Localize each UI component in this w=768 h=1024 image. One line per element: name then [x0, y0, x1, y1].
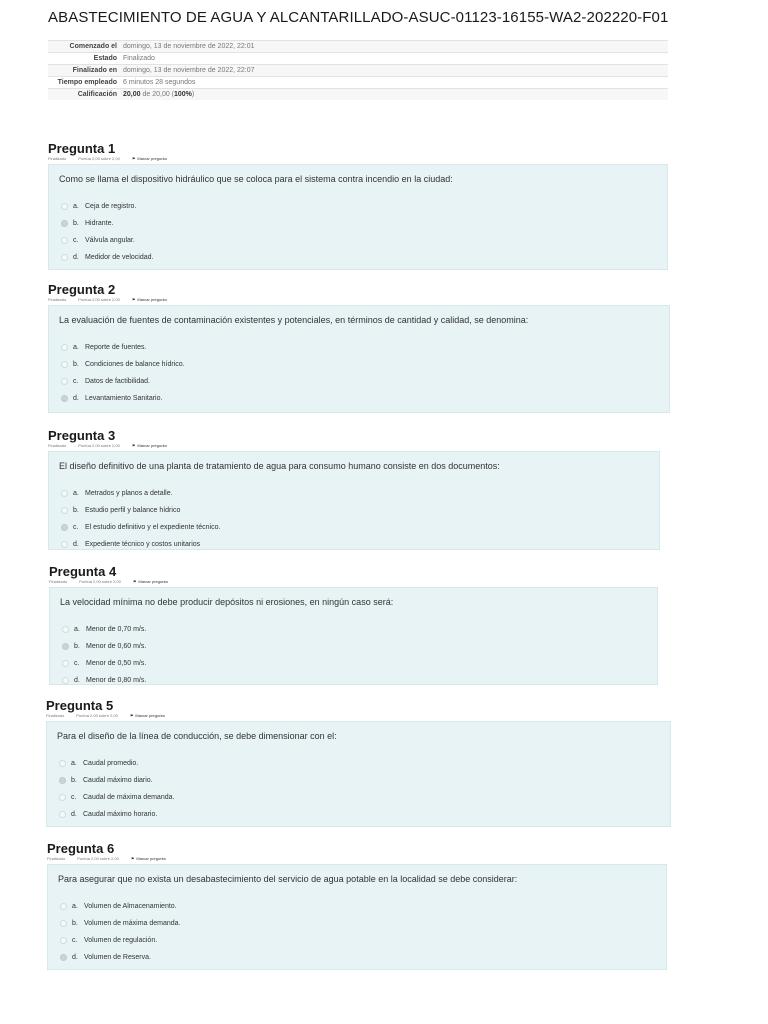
question-text: Para asegurar que no exista un desabastecimiento del servicio de agua potable en la localidad se debe considerar:	[58, 874, 518, 884]
flag-question-link[interactable]	[133, 579, 168, 584]
summary-label: Calificación	[48, 89, 120, 101]
summary-value: Finalizado	[123, 55, 155, 62]
grade-close: )	[191, 91, 195, 98]
flag-question-link[interactable]	[130, 713, 165, 718]
answer-option[interactable]	[59, 502, 649, 519]
option-label: Válvula angular.	[85, 237, 135, 244]
option-label: Levantamiento Sanitario.	[85, 395, 163, 402]
option-letter: b.	[72, 920, 78, 927]
flag-icon: ⚑	[131, 443, 136, 448]
summary-row	[48, 77, 668, 89]
flag-label: Marcar pregunta	[136, 856, 166, 861]
option-letter: b.	[73, 507, 79, 514]
summary-label: Estado	[93, 55, 117, 62]
question-4	[49, 564, 658, 685]
option-label: Menor de 0,80 m/s.	[86, 677, 147, 684]
question-status: Finalizado	[48, 443, 67, 448]
flag-question-link[interactable]	[132, 443, 167, 448]
radio-icon[interactable]	[59, 811, 66, 818]
question-status: Finalizado	[47, 856, 66, 861]
answer-option[interactable]	[59, 485, 649, 502]
radio-icon[interactable]	[61, 203, 68, 210]
radio-icon[interactable]	[61, 507, 68, 514]
radio-icon[interactable]	[59, 794, 66, 801]
option-label: Expediente técnico y costos unitarios	[85, 541, 201, 548]
question-info	[49, 579, 658, 585]
radio-icon[interactable]	[61, 237, 68, 244]
question-text: Como se llama el dispositivo hidráulico que se coloca para el sistema contra incendio en la ciudad:	[59, 174, 453, 184]
question-content	[49, 587, 658, 685]
option-letter: d.	[73, 254, 79, 261]
question-content	[48, 451, 660, 550]
question-content	[48, 164, 668, 270]
question-title: Pregunta 2	[48, 282, 116, 297]
option-label: Reporte de fuentes.	[85, 344, 147, 351]
radio-icon[interactable]	[62, 626, 69, 633]
question-text: La velocidad mínima no debe producir depósitos ni erosiones, en ningún caso será:	[60, 597, 394, 607]
question-points: Puntúa 2,00 sobre 2,00	[79, 579, 121, 584]
option-label: Condiciones de balance hídrico.	[85, 361, 185, 368]
answer-option[interactable]	[59, 339, 659, 356]
radio-icon[interactable]	[62, 660, 69, 667]
option-letter: d.	[74, 677, 80, 684]
answer-option[interactable]	[59, 249, 657, 266]
summary-row	[48, 65, 668, 77]
question-5	[46, 698, 671, 827]
option-label: Datos de factibilidad.	[85, 378, 150, 385]
summary-row	[48, 89, 668, 101]
option-letter: c.	[72, 937, 78, 944]
option-label: Menor de 0,60 m/s.	[86, 643, 147, 650]
flag-label: Marcar pregunta	[137, 443, 167, 448]
radio-selected-icon[interactable]	[60, 954, 67, 961]
summary-value: 6 minutos 28 segundos	[123, 79, 196, 86]
option-label: Estudio perfil y balance hídrico	[85, 507, 181, 514]
option-label: Ceja de registro.	[85, 203, 137, 210]
summary-row	[48, 41, 668, 53]
answer-option[interactable]	[58, 915, 656, 932]
summary-label: Comenzado el	[48, 41, 120, 53]
question-text: La evaluación de fuentes de contaminación existentes y potenciales, en términos de cantidad y calidad, se denomina:	[59, 315, 529, 325]
answer-option[interactable]	[60, 672, 647, 689]
flag-icon: ⚑	[130, 856, 135, 861]
answer-option[interactable]	[57, 806, 660, 823]
answer-option[interactable]	[59, 232, 657, 249]
question-1	[48, 141, 668, 270]
option-letter: c.	[71, 794, 77, 801]
option-label: Volumen de Reserva.	[84, 954, 151, 961]
summary-label: Finalizado en	[48, 65, 120, 77]
question-3	[48, 428, 660, 550]
answer-option[interactable]	[58, 949, 656, 966]
question-points: Puntúa 2,00 sobre 2,00	[78, 297, 120, 302]
summary-value: domingo, 13 de noviembre de 2022, 22:01	[120, 41, 668, 53]
answer-option[interactable]	[60, 638, 647, 655]
summary-row	[48, 53, 668, 65]
option-letter: a.	[73, 203, 79, 210]
radio-icon[interactable]	[60, 920, 67, 927]
radio-icon[interactable]	[61, 361, 68, 368]
flag-icon: ⚑	[132, 579, 137, 584]
question-points: Puntúa 2,00 sobre 2,00	[76, 713, 118, 718]
flag-icon: ⚑	[131, 156, 136, 161]
answer-option[interactable]	[59, 198, 657, 215]
answer-option[interactable]	[58, 898, 656, 915]
option-letter: a.	[71, 760, 77, 767]
answer-option[interactable]	[57, 755, 660, 772]
radio-icon[interactable]	[61, 378, 68, 385]
summary-grade	[120, 89, 668, 101]
option-letter: c.	[73, 378, 79, 385]
attempt-summary-table	[48, 40, 668, 100]
radio-selected-icon[interactable]	[59, 777, 66, 784]
question-title: Pregunta 4	[49, 564, 117, 579]
option-label: Volumen de máxima demanda.	[84, 920, 181, 927]
option-label: El estudio definitivo y el expediente técnico.	[85, 524, 221, 531]
answer-option[interactable]	[57, 772, 660, 789]
question-6	[47, 841, 667, 970]
question-title: Pregunta 1	[48, 141, 116, 156]
option-letter: b.	[73, 220, 79, 227]
option-letter: d.	[71, 811, 77, 818]
question-2	[48, 282, 670, 413]
option-letter: d.	[73, 541, 79, 548]
radio-selected-icon[interactable]	[61, 524, 68, 531]
question-points: Puntúa 2,00 sobre 2,00	[78, 443, 120, 448]
page-title: ABASTECIMIENTO DE AGUA Y ALCANTARILLADO-ASUC-01123-16155-WA2-202220-F01	[48, 9, 669, 26]
question-info	[48, 156, 668, 162]
grade-score: 20,00	[123, 91, 141, 98]
summary-value: domingo, 13 de noviembre de 2022, 22:07	[120, 65, 668, 77]
option-label: Caudal promedio.	[83, 760, 139, 767]
radio-icon[interactable]	[61, 490, 68, 497]
question-content	[48, 305, 670, 413]
flag-icon: ⚑	[131, 297, 136, 302]
question-content	[47, 864, 667, 970]
option-letter: a.	[72, 903, 78, 910]
flag-question-link[interactable]	[132, 297, 167, 302]
option-label: Caudal de máxima demanda.	[83, 794, 175, 801]
option-letter: c.	[73, 524, 79, 531]
question-status: Finalizado	[48, 297, 67, 302]
option-label: Metrados y planos a detalle.	[85, 490, 173, 497]
answer-option[interactable]	[59, 390, 659, 407]
option-letter: a.	[73, 344, 79, 351]
option-label: Medidor de velocidad.	[85, 254, 154, 261]
question-info	[48, 297, 670, 303]
question-status: Finalizado	[46, 713, 65, 718]
option-letter: c.	[73, 237, 79, 244]
question-info	[48, 443, 660, 449]
radio-selected-icon[interactable]	[62, 643, 69, 650]
question-title: Pregunta 6	[47, 841, 115, 856]
answer-option[interactable]	[59, 215, 657, 232]
option-letter: c.	[74, 660, 80, 667]
flag-label: Marcar pregunta	[135, 713, 165, 718]
question-info	[47, 856, 667, 862]
flag-question-link[interactable]	[131, 856, 166, 861]
option-letter: b.	[73, 361, 79, 368]
option-letter: b.	[71, 777, 77, 784]
answer-option[interactable]	[59, 356, 659, 373]
answer-option[interactable]	[60, 621, 647, 638]
question-title: Pregunta 3	[48, 428, 116, 443]
flag-label: Marcar pregunta	[137, 156, 167, 161]
answer-option[interactable]	[59, 536, 649, 553]
option-label: Caudal máximo horario.	[83, 811, 158, 818]
option-letter: d.	[73, 395, 79, 402]
option-label: Menor de 0,50 m/s.	[86, 660, 147, 667]
answer-option[interactable]	[58, 932, 656, 949]
option-letter: d.	[72, 954, 78, 961]
question-info	[46, 713, 671, 719]
question-points: Puntúa 2,00 sobre 2,00	[78, 156, 120, 161]
answer-option[interactable]	[60, 655, 647, 672]
answer-option[interactable]	[59, 519, 649, 536]
answer-option[interactable]	[57, 789, 660, 806]
option-letter: a.	[73, 490, 79, 497]
grade-percent: 100%	[174, 91, 192, 98]
question-status: Finalizado	[48, 156, 67, 161]
option-letter: b.	[74, 643, 80, 650]
question-content	[46, 721, 671, 827]
radio-icon[interactable]	[61, 254, 68, 261]
radio-icon[interactable]	[62, 677, 69, 684]
radio-selected-icon[interactable]	[61, 220, 68, 227]
question-title: Pregunta 5	[46, 698, 114, 713]
question-text: Para el diseño de la línea de conducción, se debe dimensionar con el:	[57, 731, 337, 741]
radio-icon[interactable]	[60, 903, 67, 910]
flag-label: Marcar pregunta	[137, 297, 167, 302]
question-text: El diseño definitivo de una planta de tratamiento de agua para consumo humano consiste en dos documentos:	[59, 461, 500, 471]
radio-icon[interactable]	[60, 937, 67, 944]
option-label: Caudal máximo diario.	[83, 777, 153, 784]
option-label: Hidrante.	[85, 220, 114, 227]
radio-icon[interactable]	[59, 760, 66, 767]
question-points: Puntúa 2,00 sobre 2,00	[77, 856, 119, 861]
flag-icon: ⚑	[129, 713, 134, 718]
flag-label: Marcar pregunta	[138, 579, 168, 584]
radio-selected-icon[interactable]	[61, 395, 68, 402]
answer-option[interactable]	[59, 373, 659, 390]
option-label: Volumen de regulación.	[84, 937, 158, 944]
radio-icon[interactable]	[61, 344, 68, 351]
summary-label: Tiempo empleado	[57, 79, 117, 86]
question-status: Finalizado	[49, 579, 68, 584]
flag-question-link[interactable]	[132, 156, 167, 161]
option-label: Menor de 0,70 m/s.	[86, 626, 147, 633]
option-label: Volumen de Almacenamiento.	[84, 903, 177, 910]
grade-rest: de 20,00 (	[140, 91, 174, 98]
option-letter: a.	[74, 626, 80, 633]
radio-icon[interactable]	[61, 541, 68, 548]
